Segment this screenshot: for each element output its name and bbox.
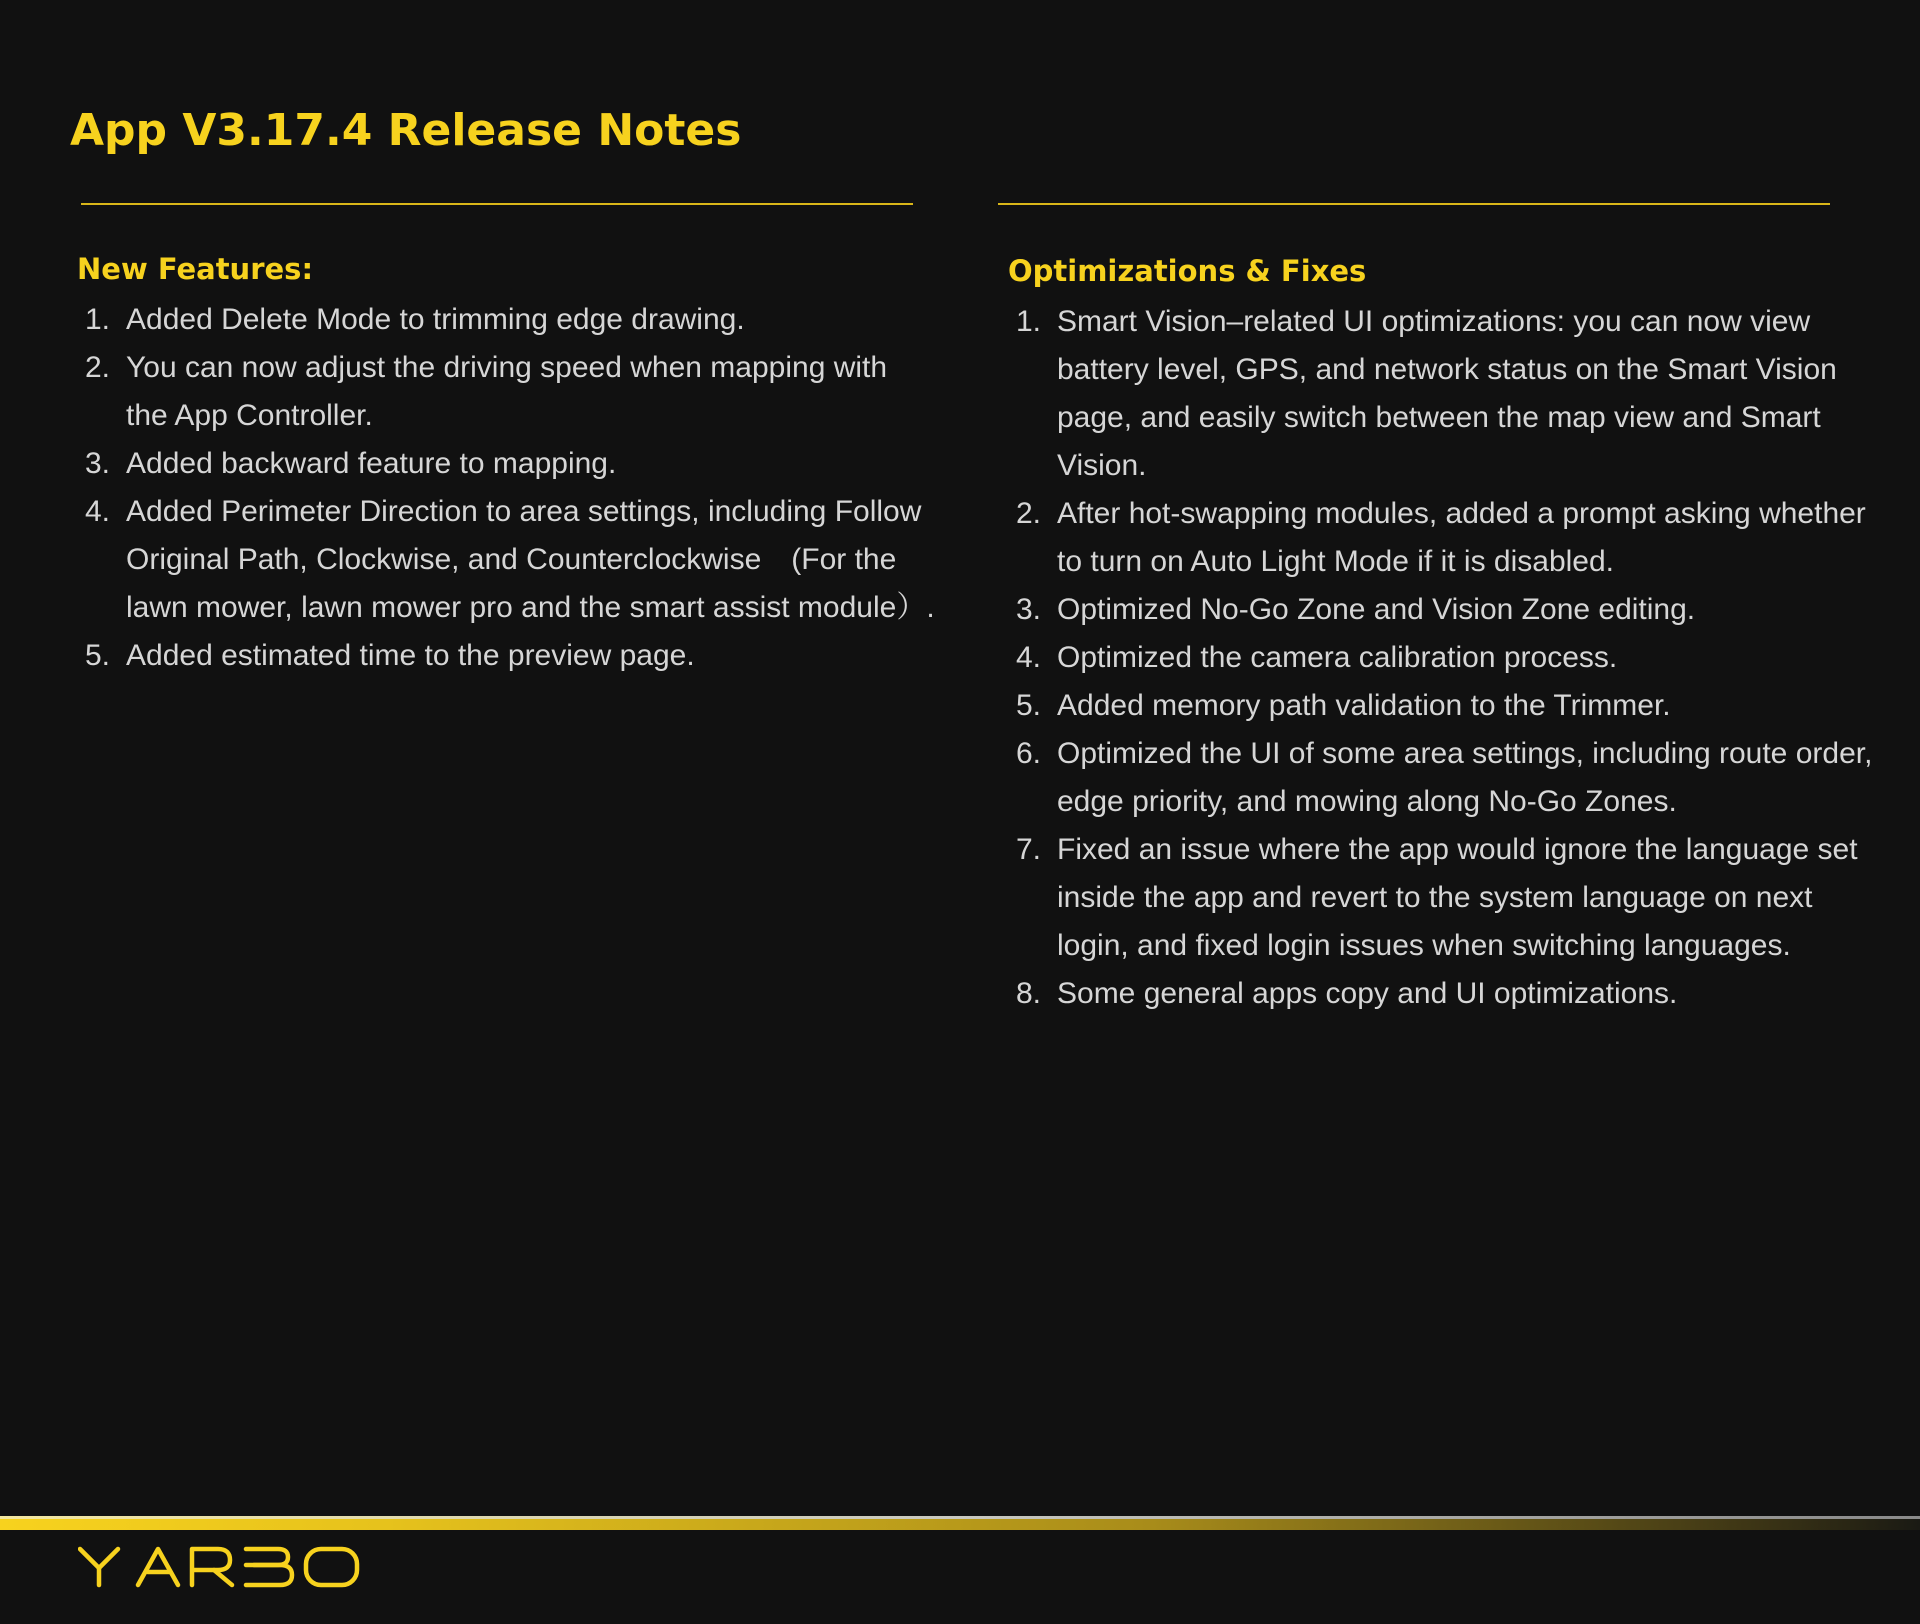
item-number: 3. — [1016, 593, 1042, 626]
optimization-item — [1008, 730, 1888, 826]
item-number: 3. — [85, 447, 111, 480]
optimization-item — [1008, 634, 1888, 682]
item-number: 2. — [85, 351, 111, 384]
item-text: After hot-swapping modules, added a prompt asking whether to turn on Auto Light Mode if it is disabled. — [1057, 497, 1866, 578]
new-features-heading: New Features: — [77, 252, 314, 286]
item-text: Optimized the UI of some area settings, including route order, edge priority, and mowing along No-Go Zones. — [1057, 737, 1873, 818]
new-feature-item — [77, 296, 937, 344]
optimization-item — [1008, 490, 1888, 586]
item-text: Added Perimeter Direction to area settings, including Follow Original Path, Clockwise, and Counterclockwise (For the lawn mower, lawn mower pro and the smart assist module）. — [126, 495, 935, 624]
item-number: 6. — [1016, 737, 1042, 770]
item-number: 5. — [85, 639, 111, 672]
item-number: 4. — [85, 495, 111, 528]
new-feature-item — [77, 344, 937, 440]
item-text: Added memory path validation to the Trimmer. — [1057, 689, 1671, 722]
optimization-item — [1008, 298, 1888, 490]
item-number: 1. — [85, 303, 111, 336]
optimizations-section — [1008, 250, 1888, 1018]
optimizations-list — [1008, 298, 1888, 1018]
new-feature-item — [77, 440, 937, 488]
optimization-item — [1008, 970, 1888, 1018]
item-text: Optimized the camera calibration process. — [1057, 641, 1618, 674]
item-text: You can now adjust the driving speed when mapping with the App Controller. — [126, 351, 888, 432]
item-text: Added Delete Mode to trimming edge drawing. — [126, 303, 745, 336]
new-feature-item — [77, 488, 937, 632]
item-number: 4. — [1016, 641, 1042, 674]
item-text: Some general apps copy and UI optimizations. — [1057, 977, 1678, 1010]
optimization-item — [1008, 586, 1888, 634]
new-features-list — [77, 296, 937, 680]
new-feature-item — [77, 632, 937, 680]
item-text: Fixed an issue where the app would ignore the language set inside the app and revert to the system language on next login, and fixed login issues when switching languages. — [1057, 833, 1858, 962]
item-text: Added estimated time to the preview page. — [126, 639, 695, 672]
right-column-divider — [998, 203, 1830, 205]
optimization-item — [1008, 826, 1888, 970]
new-features-section — [77, 248, 937, 680]
optimizations-heading: Optimizations & Fixes — [1008, 254, 1367, 288]
item-text: Added backward feature to mapping. — [126, 447, 617, 480]
optimization-item — [1008, 682, 1888, 730]
footer-highlight-line — [0, 1516, 1920, 1519]
item-number: 7. — [1016, 833, 1042, 866]
item-number: 2. — [1016, 497, 1042, 530]
page-title: App V3.17.4 Release Notes — [70, 105, 742, 156]
item-number: 8. — [1016, 977, 1042, 1010]
item-text: Smart Vision–related UI optimizations: you can now view battery level, GPS, and network status on the Smart Vision page, and easily switch between the map view and Smart Vision. — [1057, 305, 1837, 482]
left-column-divider — [81, 203, 913, 205]
item-number: 5. — [1016, 689, 1042, 722]
item-text: Optimized No-Go Zone and Vision Zone editing. — [1057, 593, 1696, 626]
yarbo-logo-icon — [78, 1546, 360, 1588]
item-number: 1. — [1016, 305, 1042, 338]
